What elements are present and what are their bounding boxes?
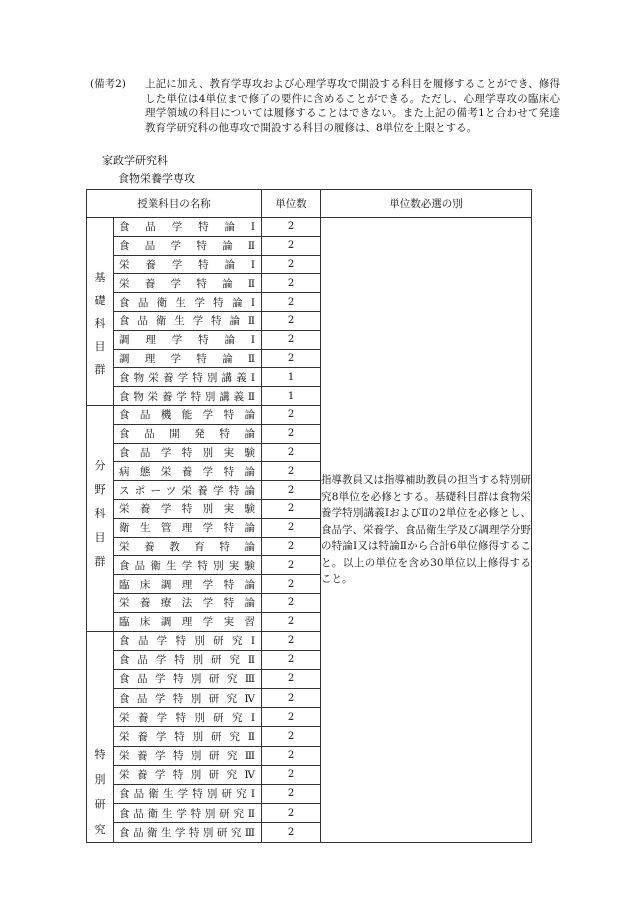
course-group-label [87, 631, 114, 842]
course-table [86, 189, 532, 843]
course-group-name [87, 406, 113, 574]
course-group-char: 研 [94, 797, 106, 811]
course-name-cell [114, 689, 262, 708]
course-group-char: 群 [94, 363, 106, 376]
course-name: 食品学特別研究Ⅳ [119, 692, 255, 705]
course-group-char: 特 [94, 747, 106, 761]
course-credits: 2 [262, 765, 321, 784]
course-name-cell [114, 349, 262, 368]
course-name: 食品学特論Ⅰ [119, 221, 255, 234]
course-credits: 1 [262, 387, 321, 406]
course-credits: 2 [262, 462, 321, 481]
course-name-cell [114, 518, 262, 537]
course-group-char: 群 [94, 554, 106, 568]
course-group-char: 野 [94, 482, 106, 496]
course-name: 食品学特別実験 [119, 446, 255, 459]
course-name: 栄養教育特論 [119, 540, 255, 553]
course-name-cell [114, 612, 262, 631]
course-credits: 2 [262, 708, 321, 727]
course-name: 臨床調理学特論 [119, 578, 255, 591]
course-name-cell [114, 499, 262, 518]
course-credits: 1 [262, 368, 321, 387]
course-credits: 2 [262, 612, 321, 631]
course-credits: 2 [262, 349, 321, 368]
course-name-cell [114, 708, 262, 727]
course-name-cell [114, 669, 262, 688]
course-name: 栄養学特論Ⅱ [119, 277, 255, 290]
table-header-row [87, 190, 532, 218]
course-group-char: 目 [94, 340, 106, 353]
course-credits: 2 [262, 804, 321, 823]
course-credits: 2 [262, 481, 321, 500]
remark-text: 上記に加え、教育学専攻および心理学専攻で開設する科目を履修することができ、修得した単位は4単位まで修了の要件に含めることができる。ただし、心理学専攻の臨床心理学領域の科目については履修することはできない。また上記の備考1と合わせて発達教育学研究科の他専攻で開設する科目の履修は、8単位を上限とする。 [145, 78, 560, 134]
course-name-cell [114, 405, 262, 424]
course-name: 栄養学特論Ⅰ [119, 258, 255, 271]
course-name-cell [114, 462, 262, 481]
course-name-cell [114, 311, 262, 330]
course-name: 食品衛生学特別研究Ⅱ [119, 807, 255, 820]
course-credits: 2 [262, 727, 321, 746]
course-group-char: 究 [94, 822, 106, 836]
course-name-cell [114, 218, 262, 237]
course-credits: 2 [262, 218, 321, 237]
course-credits: 2 [262, 293, 321, 312]
remark-label: (備考2) [90, 78, 126, 90]
course-name-cell [114, 765, 262, 784]
course-name: 食品学特別研究Ⅱ [119, 654, 255, 667]
course-name-cell [114, 481, 262, 500]
course-credits: 2 [262, 669, 321, 688]
course-group-char: 礎 [94, 294, 106, 307]
course-name-cell [114, 727, 262, 746]
course-name: 栄養学特別研究Ⅰ [119, 711, 255, 724]
course-group-name [87, 632, 113, 842]
course-credits: 2 [262, 424, 321, 443]
course-credits: 2 [262, 593, 321, 612]
requirement-text: 指導教員又は指導補助教員の担当する特別研究8単位を必修とする。基礎科目群は食物栄養学特別講義ⅠおよびⅡの2単位を必修とし、食品学、栄養学、食品衛生学及び調理学分野の特論Ⅰ又は特論Ⅱから合計6単位修得すること。以上の単位を含め30単位以上修得すること。 [321, 218, 532, 843]
course-group-char: 分 [94, 458, 106, 472]
course-name: 調理学特論Ⅰ [119, 334, 255, 347]
course-name: 栄養学特別研究Ⅲ [119, 750, 255, 763]
course-name: 食品衛生学特論Ⅱ [119, 315, 255, 328]
course-name: 食品衛生学特別研究Ⅰ [119, 788, 255, 801]
course-name: 食品衛生学特論Ⅰ [119, 296, 255, 309]
course-name-cell [114, 537, 262, 556]
course-group-char: 目 [94, 530, 106, 544]
course-name-cell [114, 823, 262, 842]
course-name-cell [114, 593, 262, 612]
course-name-cell [114, 387, 262, 406]
course-credits: 2 [262, 499, 321, 518]
course-name-cell [114, 255, 262, 274]
course-name: 食物栄養学特別講義Ⅱ [119, 390, 255, 403]
course-name: 食品衛生学特別研究Ⅲ [119, 826, 255, 839]
header-credits: 単位数 [262, 190, 321, 218]
course-name-cell [114, 443, 262, 462]
course-group-char: 別 [94, 772, 106, 786]
course-credits: 2 [262, 631, 321, 650]
course-credits: 2 [262, 689, 321, 708]
course-name: 食品機能学特論 [119, 409, 255, 422]
course-credits: 2 [262, 274, 321, 293]
course-credits: 2 [262, 556, 321, 575]
remark-note [90, 77, 560, 135]
course-credits: 2 [262, 784, 321, 803]
course-credits: 2 [262, 330, 321, 349]
course-group-char: 科 [94, 317, 106, 330]
course-group-char: 基 [94, 271, 106, 284]
course-name-cell [114, 424, 262, 443]
course-name: スポーツ栄養学特論 [119, 484, 255, 497]
course-name-cell [114, 330, 262, 349]
course-credits: 2 [262, 823, 321, 842]
course-credits: 2 [262, 236, 321, 255]
course-name-cell [114, 556, 262, 575]
course-credits: 2 [262, 650, 321, 669]
graduate-school-heading: 家政学研究科 [102, 154, 168, 167]
course-credits: 2 [262, 518, 321, 537]
course-name-cell [114, 236, 262, 255]
course-name: 病態栄養学特論 [119, 465, 255, 478]
course-credits: 2 [262, 537, 321, 556]
course-name: 栄養療法学特論 [119, 597, 255, 610]
header-course-name: 授業科目の名称 [87, 190, 262, 218]
course-name-cell [114, 274, 262, 293]
course-name-cell [114, 368, 262, 387]
course-credits: 2 [262, 575, 321, 594]
course-name: 食品開発特論 [119, 428, 255, 441]
course-name: 食品学特別研究Ⅲ [119, 673, 255, 686]
course-name: 調理学特論Ⅱ [119, 352, 255, 365]
course-name: 食品衛生学特別実験 [119, 559, 255, 572]
course-name-cell [114, 631, 262, 650]
course-name: 栄養学特別実験 [119, 503, 255, 516]
course-group-name [87, 218, 113, 381]
course-group-label [87, 218, 114, 406]
course-credits: 2 [262, 443, 321, 462]
course-credits: 2 [262, 255, 321, 274]
course-name-cell [114, 575, 262, 594]
course-name-cell [114, 650, 262, 669]
course-name: 食物栄養学特別講義Ⅰ [119, 371, 255, 384]
course-name-cell [114, 784, 262, 803]
major-heading: 食物栄養学専攻 [118, 172, 195, 185]
course-credits: 2 [262, 311, 321, 330]
table-row [87, 218, 532, 237]
course-group-label [87, 405, 114, 631]
course-name-cell [114, 746, 262, 765]
course-name-cell [114, 804, 262, 823]
course-table-body [87, 218, 532, 843]
course-name: 食品学特論Ⅱ [119, 240, 255, 253]
course-name: 栄養学特別研究Ⅳ [119, 769, 255, 782]
course-name-cell [114, 293, 262, 312]
course-name: 臨床調理学実習 [119, 616, 255, 629]
course-name: 衛生管理学特論 [119, 522, 255, 535]
course-group-char: 科 [94, 506, 106, 520]
course-name: 食品学特別研究Ⅰ [119, 635, 255, 648]
course-credits: 2 [262, 405, 321, 424]
course-credits: 2 [262, 746, 321, 765]
header-requirement: 単位数必選の別 [321, 190, 532, 218]
course-name: 栄養学特別研究Ⅱ [119, 730, 255, 743]
